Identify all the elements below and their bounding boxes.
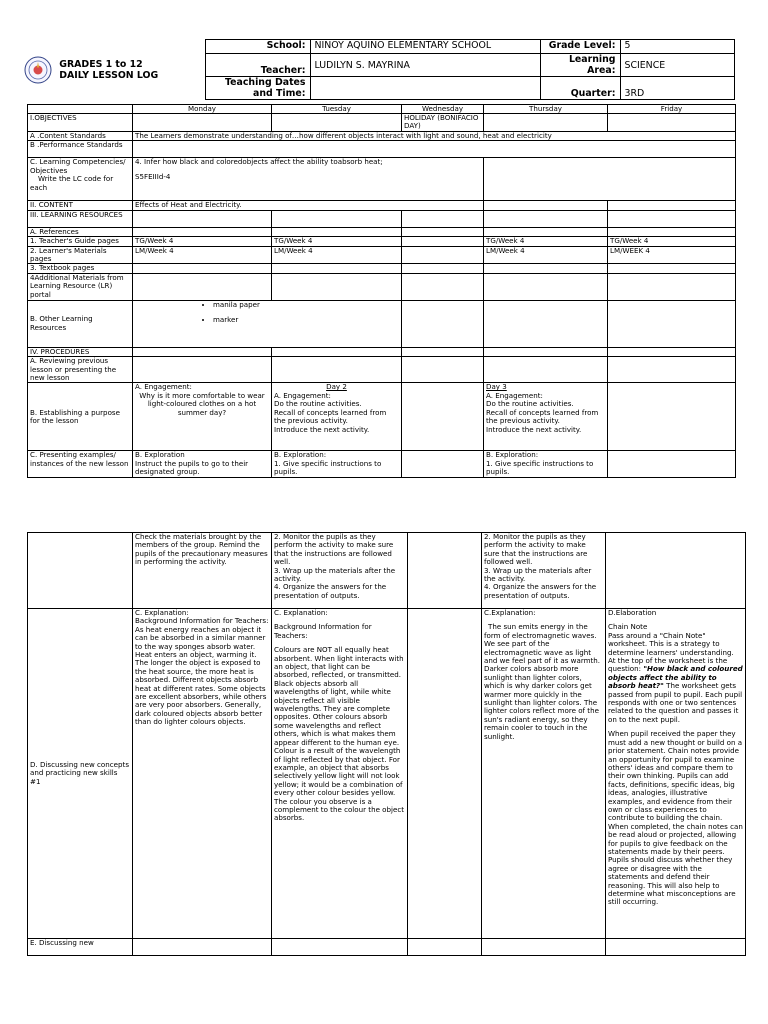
- day-3-label: Day 3: [486, 382, 507, 392]
- row-other-resources: B. Other Learning Resources: [28, 300, 133, 347]
- row-reviewing: A. Reviewing previous lesson or presenting the new lesson: [28, 357, 133, 383]
- lm-tuesday: LM/Week 4: [272, 246, 402, 264]
- material-item: • marker: [213, 316, 399, 324]
- tg-tuesday: TG/Week 4: [272, 237, 402, 246]
- day-thursday: Thursday: [484, 105, 608, 114]
- row-learners-materials: 2. Learner's Materials pages: [28, 246, 133, 264]
- row-learning-resources: III. LEARNING RESOURCES: [28, 210, 133, 227]
- dates-label: Teaching Dates and Time:: [205, 77, 310, 100]
- deped-seal-icon: [24, 56, 52, 84]
- holiday-note: HOLIDAY (BONIFACIO DAY): [402, 114, 484, 132]
- area-label: Learning Area:: [540, 54, 620, 77]
- tg-thursday: TG/Week 4: [484, 237, 608, 246]
- monday-engagement: A. Engagement: Why is it more comfortable to wear light-coloured clothes on a hot summer day?: [133, 383, 272, 451]
- thursday-exploration: B. Exploration: 1. Give specific instructions to pupils.: [484, 451, 608, 478]
- row-content-standards: A .Content Standards: [28, 132, 133, 141]
- day-tuesday: Tuesday: [272, 105, 402, 114]
- row-presenting-examples: C. Presenting examples/ instances of the new lesson: [28, 451, 133, 478]
- tuesday-engagement: Day 2 A. Engagement: Do the routine activities. Recall of concepts learned from the previous activity. Introduce the next activity.: [272, 383, 402, 451]
- row-discussing-1: D. Discussing new concepts and practicing new skills #1: [28, 609, 133, 939]
- title-line-1: GRADES 1 to 12: [59, 58, 143, 70]
- lm-monday: LM/Week 4: [133, 246, 272, 264]
- lesson-table-page1: [27, 104, 736, 478]
- school-label: School:: [205, 40, 310, 54]
- day-2-label: Day 2: [326, 382, 347, 392]
- materials-list: [133, 300, 402, 347]
- chain-note-question: "How black and coloured objects affect the ability to absorb heat?": [608, 664, 743, 691]
- lm-thursday: LM/Week 4: [484, 246, 608, 264]
- row-purpose: B. Establishing a purpose for the lesson: [28, 383, 133, 451]
- monday-exploration: B. Exploration Instruct the pupils to go to their designated group.: [133, 451, 272, 478]
- row-objectives: I.OBJECTIVES: [28, 114, 133, 132]
- thursday-explanation: C.Explanation: The sun emits energy in the form of electromagnetic waves. We see part of the electromagnetic wave as light and we feel part of it as warmth. Darker colors absorb more sunlight than lighter colors, which is why darker colors get warmer more quickly in the sunlight than lighter colors. The lighter colors reflect more of the sun's radiant energy, so they remain cooler to touch in the sunlight.: [482, 609, 606, 939]
- monday-exploration-cont: Check the materials brought by the members of the group. Remind the pupils of the precautionary measures in performing the activity.: [133, 533, 272, 609]
- row-discussing-2: E. Discussing new: [28, 939, 133, 956]
- teacher-value: LUDILYN S. MAYRINA: [310, 54, 540, 77]
- day-monday: Monday: [133, 105, 272, 114]
- tuesday-exploration: B. Exploration: 1. Give specific instructions to pupils.: [272, 451, 402, 478]
- thursday-exploration-cont: 2. Monitor the pupils as they perform the activity to make sure that the instructions are followed well. 3. Wrap up the materials after the activity. 4. Organize the answers for the presentation of outputs.: [482, 533, 606, 609]
- lm-friday: LM/WEEK 4: [608, 246, 736, 264]
- tuesday-explanation: C. Explanation: Background Information for Teachers: Colours are NOT all equally heat absorbent. When light interacts with an object, that light can be absorbed, reflected, or transmitted. Black objects absorb all wavelengths of light, while white objects reflect all visible wavelengths. They are complete opposites. Other colours absorb some wavelengths and reflect others, which is what makes them appear different to the human eye. Colour is a result of the wavelength of light reflected by that object. For example, an object that absorbs selectively yellow light will not look yellow; it would be a combination of every other colour besides yellow. The colour you observe is a complement to the colour the object absorbs.: [272, 609, 408, 939]
- header-table: [24, 39, 735, 100]
- area-value: SCIENCE: [620, 54, 734, 77]
- corner-cell: [28, 105, 133, 114]
- row-references: A. References: [28, 227, 133, 236]
- monday-explanation: C. Explanation: Background Information for Teachers: As heat energy reaches an object it can be absorbed in a similar manner to the way sponges absorb water. Heat enters an object, warming it. The longer the object is exposed to the heat source, the more heat is absorbed. Different objects absorb heat at different rates. Some objects are excellent absorbers, while others are very poor absorbers. Generally, dark coloured objects absorb better than do lighter colours objects.: [133, 609, 272, 939]
- row-textbook: 3. Textbook pages: [28, 264, 133, 273]
- teacher-label: Teacher:: [205, 54, 310, 77]
- quarter-value: 3RD: [620, 77, 734, 100]
- thursday-engagement: Day 3 A. Engagement: Do the routine activities. Recall of concepts learned from the previous activity. Introduce the next activity.: [484, 383, 608, 451]
- title-line-2: DAILY LESSON LOG: [59, 69, 159, 81]
- lc-code-note: Write the LC code for each: [30, 174, 114, 192]
- row-competencies: C. Learning Competencies/ Objectives Write the LC code for each: [28, 158, 133, 201]
- day-wednesday: Wednesday: [402, 105, 484, 114]
- tuesday-exploration-cont: 2. Monitor the pupils as they perform the activity to make sure that the instructions are followed well. 3. Wrap up the materials after the activity. 4. Organize the answers for the presentation of outputs.: [272, 533, 408, 609]
- header-title: [24, 40, 205, 100]
- material-item: • manila paper: [213, 301, 399, 309]
- quarter-label: Quarter:: [540, 77, 620, 100]
- dates-value: [310, 77, 540, 100]
- row-performance-standards: B .Performance Standards: [28, 141, 133, 158]
- row-procedures: IV. PROCEDURES: [28, 347, 133, 356]
- grade-value: 5: [620, 40, 734, 54]
- content-text: Effects of Heat and Electricity.: [133, 201, 484, 210]
- competency-text: 4. Infer how black and coloredobjects affect the ability toabsorb heat; S5FEIIId-4: [133, 158, 484, 201]
- friday-elaboration: D.Elaboration Chain Note Pass around a "Chain Note" worksheet. This is a strategy to determine learners' understanding. At the top of the worksheet is the question: "How black and coloured objects affect the ability to absorb heat?" The worksheet gets passed from pupil to pupil. Each pupil responds with one or two sentences related to the question and passes it on to the next pupil. When pupil received the paper they must add a new thought or build on a prior statement. Chain notes provide an opportunity for pupil to examine others' ideas and compare them to their own thinking. Pupils can add facts, definitions, specific ideas, big ideas, analogies, illustrative examples, and evidence from their own or class experiences to contribute to building the chain. When completed, the chain notes can be read aloud or projected, allowing for pupils to give feedback on the statements made by their peers. Pupils should discuss whether they agree or disagree with the statements and defend their reasoning. This will also help to determine what misconceptions are still occurring.: [606, 609, 746, 939]
- day-friday: Friday: [608, 105, 736, 114]
- tg-monday: TG/Week 4: [133, 237, 272, 246]
- grade-label: Grade Level:: [540, 40, 620, 54]
- school-value: NINOY AQUINO ELEMENTARY SCHOOL: [310, 40, 540, 54]
- row-content: II. CONTENT: [28, 201, 133, 210]
- row-lr-portal: 4Additional Materials from Learning Resource (LR) portal: [28, 273, 133, 300]
- content-standards-text: The Learners demonstrate understanding of…how different objects interact with light and sound, heat and electricity: [133, 132, 736, 141]
- row-teachers-guide: 1. Teacher's Guide pages: [28, 237, 133, 246]
- competency-code: S5FEIIId-4: [135, 171, 171, 181]
- lesson-table-page2: [27, 532, 746, 956]
- tg-friday: TG/Week 4: [608, 237, 736, 246]
